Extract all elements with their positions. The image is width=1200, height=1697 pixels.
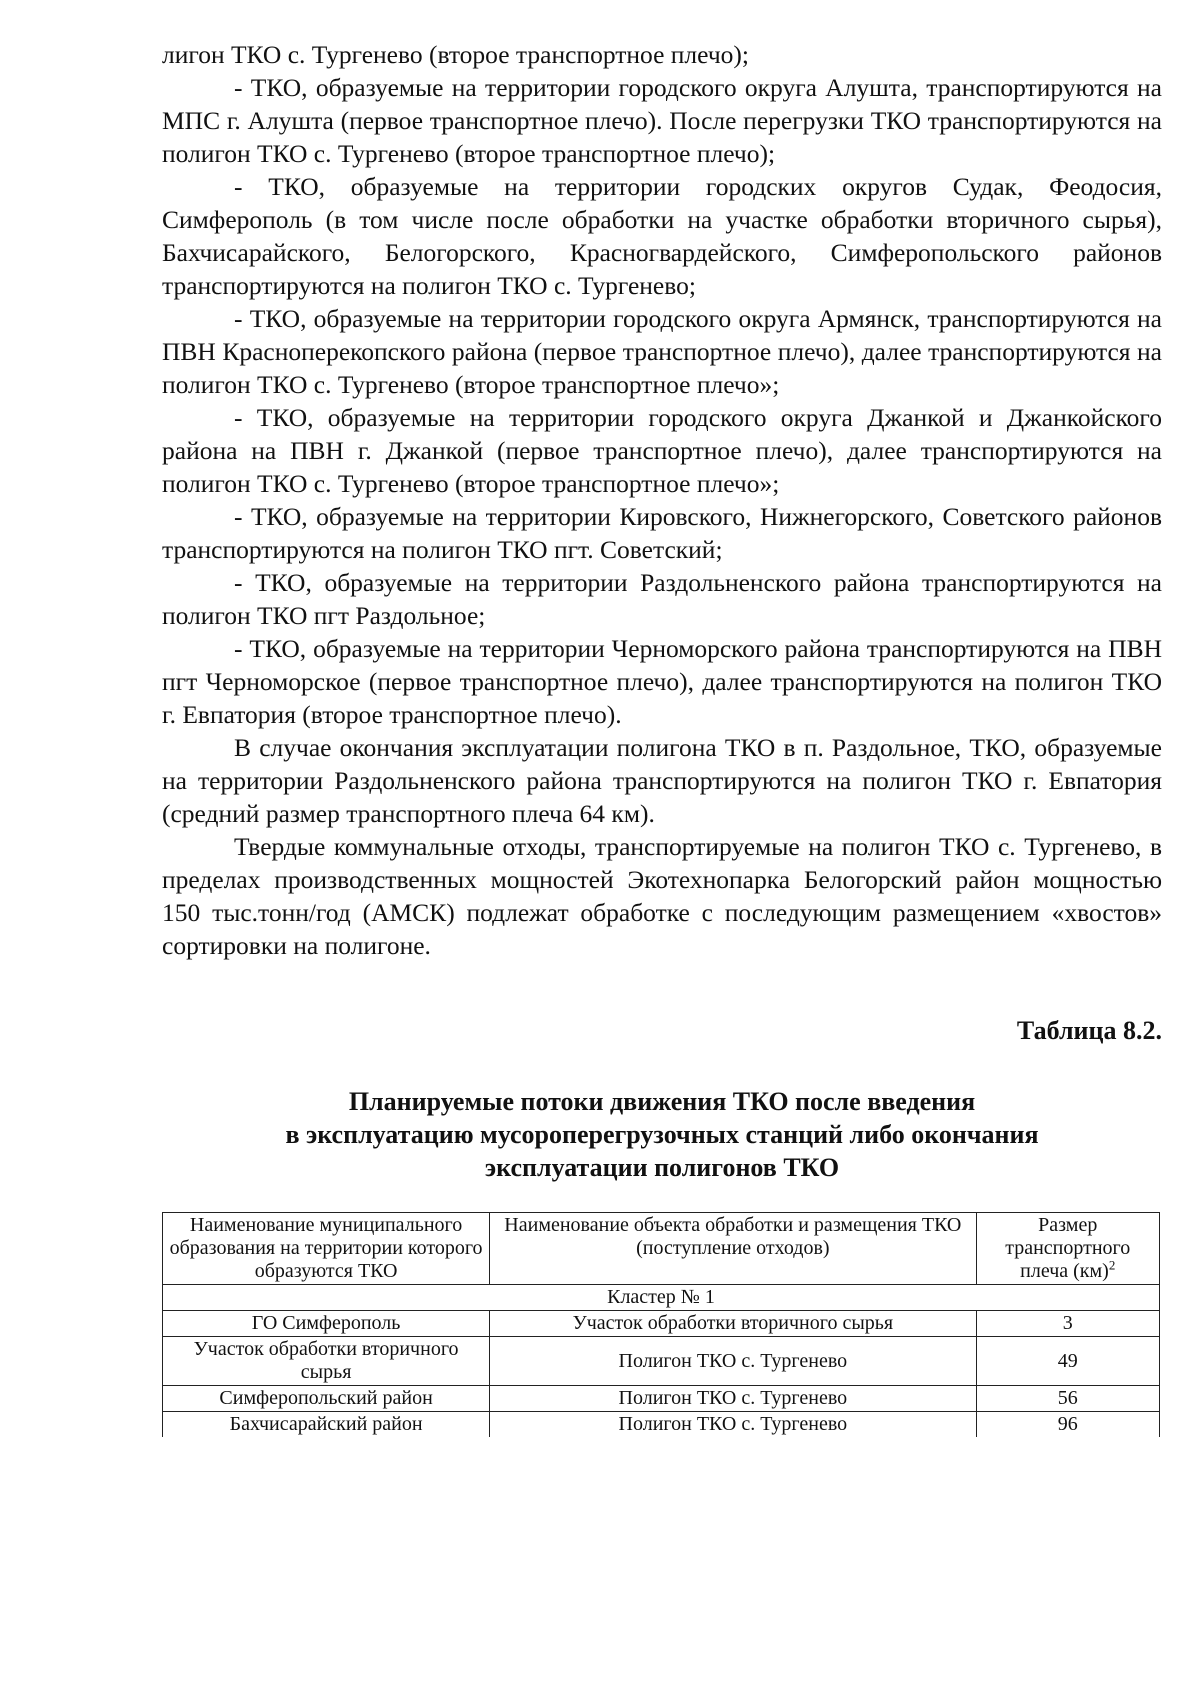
cell-distance: 56 bbox=[976, 1386, 1160, 1412]
cell-facility: Полигон ТКО с. Тургенево bbox=[490, 1386, 976, 1412]
cell-facility: Полигон ТКО с. Тургенево bbox=[490, 1337, 976, 1386]
table-row bbox=[163, 1412, 1160, 1438]
header-distance-text: Размер транспортного плеча (км) bbox=[1005, 1214, 1131, 1282]
table-label: Таблица 8.2. bbox=[1016, 1016, 1162, 1045]
header-distance-footnote: 2 bbox=[1108, 1257, 1116, 1273]
flows-table bbox=[162, 1212, 1160, 1437]
table-row bbox=[163, 1311, 1160, 1337]
table-title bbox=[162, 1085, 1162, 1184]
cell-distance: 3 bbox=[976, 1311, 1160, 1337]
paragraph-0: лигон ТКО с. Тургенево (второе транспортное плечо); bbox=[162, 40, 749, 69]
header-municipality: Наименование муниципального образования на территории которого образуются ТКО bbox=[163, 1213, 490, 1285]
paragraph-9: Твердые коммунальные отходы, транспортируемые на полигон ТКО с. Тургенево, в пределах производственных мощностей Экотехнопарка Белогорский район мощностью 150 тыс.тонн/год (АМСК) подлежат обработке с последующим размещением «хвостов» сортировки на полигоне. bbox=[162, 832, 1162, 960]
cell-municipality: ГО Симферополь bbox=[163, 1311, 490, 1337]
paragraph-4: - ТКО, образуемые на территории городского округа Джанкой и Джанкойского района на ПВН г. Джанкой (первое транспортное плечо), далее транспортируются на полигон ТКО с. Тургенево (второе транспортное плечо»; bbox=[162, 403, 1162, 498]
header-distance bbox=[976, 1213, 1160, 1285]
paragraph-6: - ТКО, образуемые на территории Раздольненского района транспортируются на полигон ТКО пгт Раздольное; bbox=[162, 568, 1162, 630]
paragraph-7: - ТКО, образуемые на территории Черноморского района транспортируются на ПВН пгт Черноморское (первое транспортное плечо), далее транспортируются на полигон ТКО г. Евпатория (второе транспортное плечо). bbox=[162, 634, 1162, 729]
table-title-line-1: Планируемые потоки движения ТКО после введения bbox=[348, 1087, 976, 1116]
cell-municipality: Бахчисарайский район bbox=[163, 1412, 490, 1438]
paragraph-5: - ТКО, образуемые на территории Кировского, Нижнегорского, Советского районов транспортируются на полигон ТКО пгт. Советский; bbox=[162, 502, 1162, 564]
document-page bbox=[162, 38, 1162, 1437]
table-row bbox=[163, 1386, 1160, 1412]
table-title-line-3: эксплуатации полигонов ТКО bbox=[484, 1153, 840, 1182]
cluster-label: Кластер № 1 bbox=[163, 1285, 1160, 1311]
paragraph-2: - ТКО, образуемые на территории городских округов Судак, Феодосия, Симферополь (в том числе после обработки на участке обработки вторичного сырья), Бахчисарайского, Белогорского, Красногвардейского, Симферопольского районов транспортируются на полигон ТКО с. Тургенево; bbox=[162, 172, 1162, 300]
table-title-line-2: в эксплуатацию мусороперегрузочных станций либо окончания bbox=[285, 1120, 1039, 1149]
cell-facility: Полигон ТКО с. Тургенево bbox=[490, 1412, 976, 1438]
cell-municipality: Симферопольский район bbox=[163, 1386, 490, 1412]
table-header-row bbox=[163, 1213, 1160, 1285]
cluster-row bbox=[163, 1285, 1160, 1311]
cell-facility: Участок обработки вторичного сырья bbox=[490, 1311, 976, 1337]
paragraph-8: В случае окончания эксплуатации полигона ТКО в п. Раздольное, ТКО, образуемые на территории Раздольненского района транспортируются на полигон ТКО г. Евпатория (средний размер транспортного плеча 64 км). bbox=[162, 733, 1162, 828]
cell-distance: 49 bbox=[976, 1337, 1160, 1386]
header-facility: Наименование объекта обработки и размещения ТКО (поступление отходов) bbox=[490, 1213, 976, 1285]
paragraph-1: - ТКО, образуемые на территории городского округа Алушта, транспортируются на МПС г. Алушта (первое транспортное плечо). После перегрузки ТКО транспортируются на полигон ТКО с. Тургенево (второе транспортное плечо); bbox=[162, 73, 1162, 168]
paragraph-3: - ТКО, образуемые на территории городского округа Армянск, транспортируются на ПВН Красноперекопского района (первое транспортное плечо), далее транспортируются на полигон ТКО с. Тургенево (второе транспортное плечо»; bbox=[162, 304, 1162, 399]
cell-distance: 96 bbox=[976, 1412, 1160, 1438]
cell-municipality: Участок обработки вторичного сырья bbox=[163, 1337, 490, 1386]
table-row bbox=[163, 1337, 1160, 1386]
